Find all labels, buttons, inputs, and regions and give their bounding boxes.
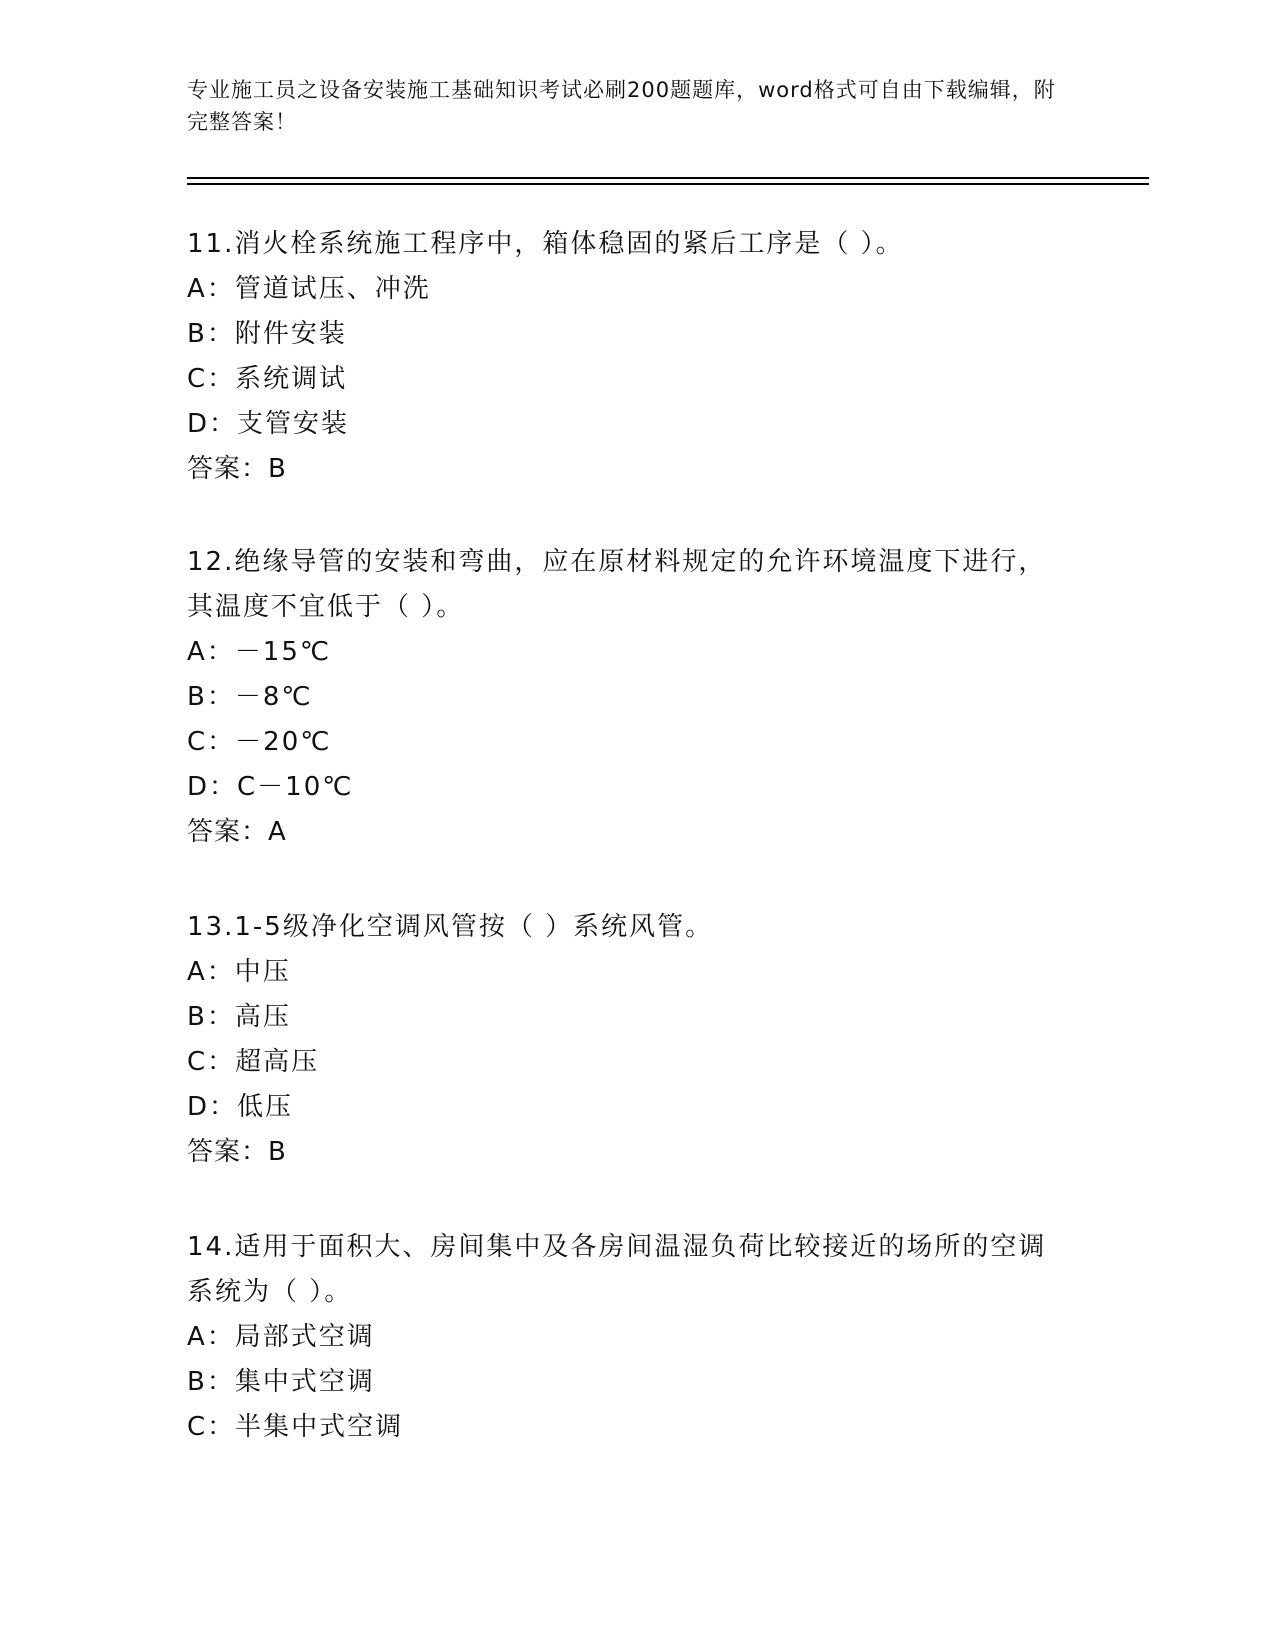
option-a: A：中压 xyxy=(187,957,291,987)
document-header: 专业施工员之设备安装施工基础知识考试必刷200题题库，word格式可自由下载编辑，附完整答案！ xyxy=(187,78,1056,134)
option-c: C：半集中式空调 xyxy=(187,1412,404,1442)
question-stem: 11.消火栓系统施工程序中，箱体稳固的紧后工序是（ ）。 xyxy=(187,229,904,259)
question-14 xyxy=(187,1225,1067,1450)
option-b: B：－8℃ xyxy=(187,682,313,712)
option-a: A：局部式空调 xyxy=(187,1322,375,1352)
option-d: D：低压 xyxy=(187,1092,294,1122)
answer-line: 答案：B xyxy=(187,1137,287,1167)
option-b: B：附件安装 xyxy=(187,319,347,349)
question-13 xyxy=(187,905,1087,1175)
option-c: C：超高压 xyxy=(187,1047,320,1077)
question-12 xyxy=(187,540,1047,855)
question-stem: 13.1-5级净化空调风管按（ ）系统风管。 xyxy=(187,912,714,942)
question-stem: 14.适用于面积大、房间集中及各房间温湿负荷比较接近的场所的空调系统为（ ）。 xyxy=(187,1232,1047,1307)
option-c: C：－20℃ xyxy=(187,727,332,757)
option-d: D：C－10℃ xyxy=(187,772,354,802)
option-c: C：系统调试 xyxy=(187,364,348,394)
header-divider-top xyxy=(187,177,1149,179)
option-b: B：集中式空调 xyxy=(187,1367,375,1397)
option-a: A：管道试压、冲洗 xyxy=(187,274,431,304)
answer-line: 答案：A xyxy=(187,817,287,847)
option-b: B：高压 xyxy=(187,1002,291,1032)
option-d: D：支管安装 xyxy=(187,409,350,439)
option-a: A：－15℃ xyxy=(187,637,332,667)
header-divider-bottom xyxy=(187,183,1149,185)
answer-line: 答案：B xyxy=(187,454,287,484)
question-stem: 12.绝缘导管的安装和弯曲，应在原材料规定的允许环境温度下进行，其温度不宜低于（ ）。 xyxy=(187,547,1047,622)
question-11 xyxy=(187,222,1087,492)
